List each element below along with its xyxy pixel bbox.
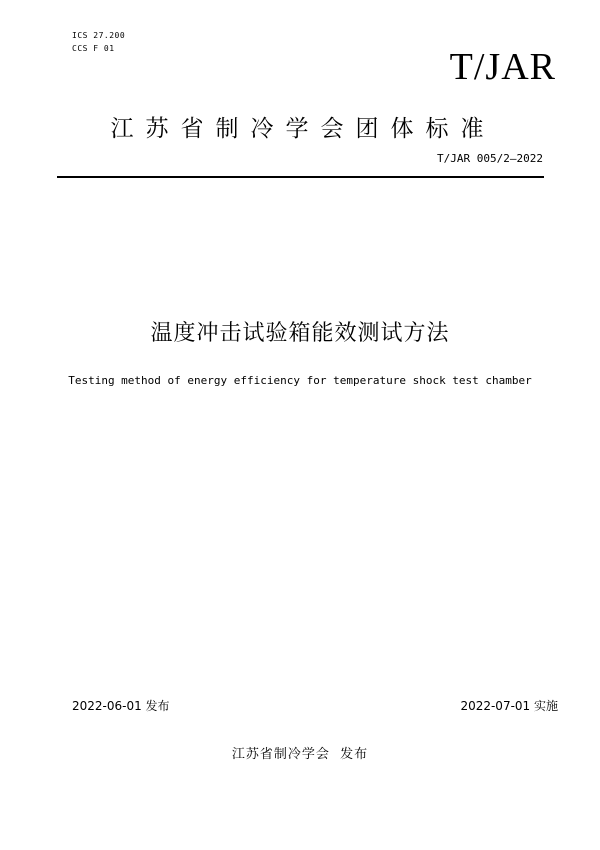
document-title-chinese: 温度冲击试验箱能效测试方法 (150, 321, 450, 346)
standard-number: T/JAR 005/2—2022 (437, 152, 543, 165)
publisher: 江苏省制冷学会 发布 (231, 747, 369, 762)
header-divider (57, 176, 544, 178)
ics-code: ICS 27.200 (72, 31, 126, 40)
organization-standard-title: 江苏省制冷学会团体标准 (110, 116, 496, 142)
classification-codes (72, 29, 125, 55)
issue-date: 2022-06-01 发布 (72, 699, 170, 713)
implementation-date: 2022-07-01 实施 (460, 699, 558, 713)
standard-logo: T/JAR (449, 46, 556, 88)
document-title-english: Testing method of energy efficiency for temperature shock test chamber (68, 374, 532, 387)
ccs-code: CCS F 01 (72, 44, 115, 53)
